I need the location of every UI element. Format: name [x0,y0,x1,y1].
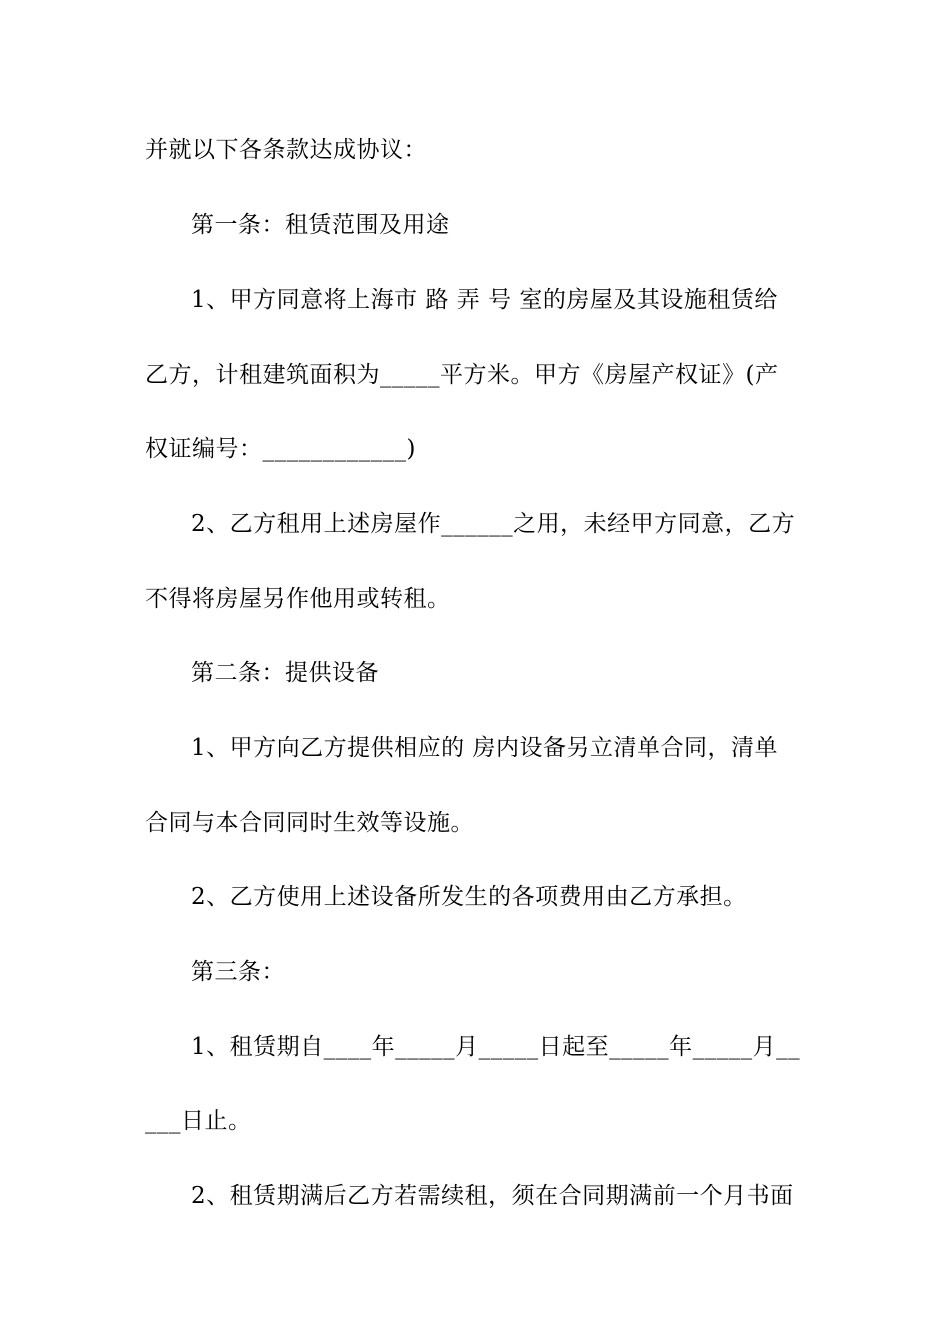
paragraph-line: ___日止。 [145,1108,252,1134]
paragraph-line: 2、乙方租用上述房屋作______之用，未经甲方同意，乙方 [191,511,796,537]
section-heading: 第二条：提供设备 [191,660,379,686]
paragraph-line: 乙方，计租建筑面积为_____平方米。甲方《房屋产权证》(产 [145,362,779,388]
section-heading: 第三条： [191,959,285,985]
paragraph-line: 1、甲方向乙方提供相应的 房内设备另立清单合同，清单 [191,735,778,761]
paragraph-line: 2、乙方使用上述设备所发生的各项费用由乙方承担。 [191,884,747,910]
paragraph-line: 1、租赁期自____年_____月_____日起至_____年_____月__ [191,1034,801,1060]
paragraph-line: 合同与本合同同时生效等设施。 [145,810,474,836]
paragraph-line: 1、甲方同意将上海市 路 弄 号 室的房屋及其设施租赁给 [191,287,778,313]
paragraph-line: 不得将房屋另作他用或转租。 [145,586,451,612]
section-heading: 第一条：租赁范围及用途 [191,212,450,238]
paragraph-line: 2、租赁期满后乙方若需续租，须在合同期满前一个月书面 [191,1183,794,1209]
paragraph-line: 并就以下各条款达成协议： [145,137,427,163]
paragraph-line: 权证编号：____________) [145,436,416,462]
